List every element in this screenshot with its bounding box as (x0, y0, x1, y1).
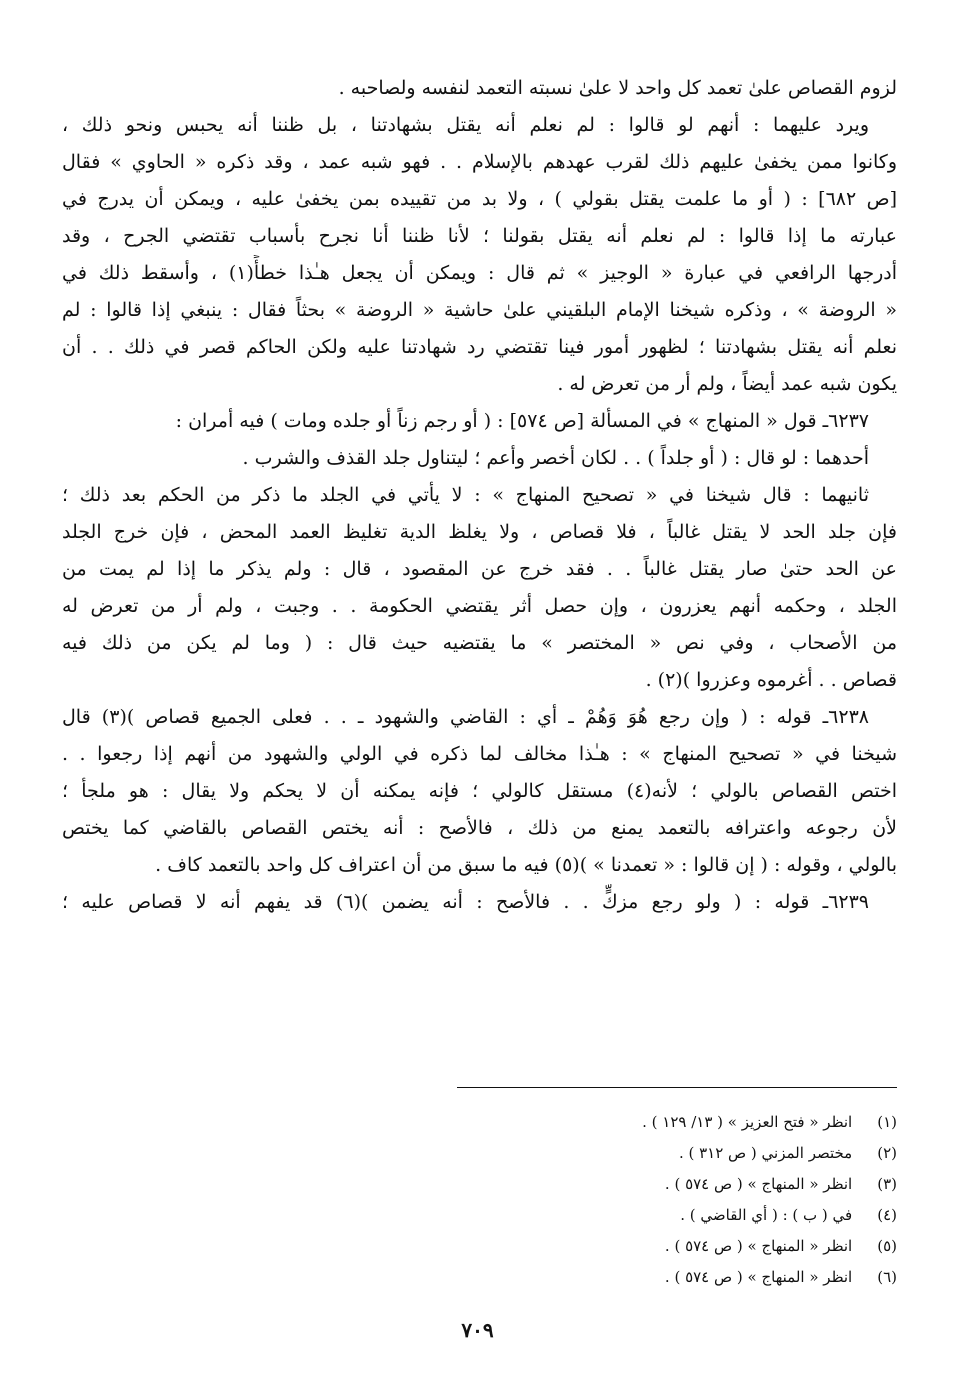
footnote-3 (62, 1169, 897, 1200)
footnote-text: في ( ب ) : ( أي القاضي ) . (680, 1206, 853, 1224)
text-line-17: قصاص . . أغرموه وعزروا )(٢) . (645, 669, 897, 691)
footnote-text: انظر « المنهاج » ( ص ٥٧٤ ) . (664, 1175, 853, 1193)
text-line-18: ٦٢٣٨ـ قوله : ( وإن رجع هُوَ وَهُمْ ـ أي : القاضي والشهود ـ . . فعلى الجميع قصاص )(٣) قال (62, 706, 869, 728)
footnote-1 (62, 1107, 897, 1138)
text-line-20: اختص القصاص بالولي ؛ لأنه(٤) مستقل كالولي ؛ فإنه يمكنه أن لا يحكم ولا يقال : هو ملجأ ؛ (62, 780, 897, 802)
text-line-15: الجلد ، وحكمه أنهم يعزرون ، وإن حصل أثر يقتضي الحكومة . . وجبت ، ولم أر من تعرض له (62, 595, 897, 617)
footnote-number: (٣) (877, 1175, 897, 1193)
footnote-5 (62, 1231, 897, 1262)
footnotes (62, 1107, 897, 1293)
footnote-number: (٢) (877, 1144, 897, 1162)
footnote-text: انظر « المنهاج » ( ص ٥٧٤ ) . (664, 1268, 853, 1286)
footnote-4 (62, 1200, 897, 1231)
text-line-23: ٦٢٣٩ـ قوله : ( ولو رجع مزكٍّ . . فالأصح : أنه يضمن )(٦) قد يفهم أنه لا قصاص عليه ؛ (62, 891, 870, 913)
text-line-19: شيخنا في « تصحيح المنهاج » : هـٰذا مخالف لما ذكره في الولي والشهود من أنهم إذا رجعوا . . (62, 743, 897, 765)
text-line-14: عن الحد حتىٰ صار يقتل غالباً . . فقد خرج عن المقصود ، قال : ولم يذكر ما إذا لم يمت من (62, 558, 897, 580)
footnote-2 (62, 1138, 897, 1169)
text-line-10: ٦٢٣٧ـ قول « المنهاج » في المسألة [ص ٥٧٤] : ( أو رجم زناً أو جلده ومات ) فيه أمران : (175, 410, 869, 432)
text-line-8: نعلم أنه يقتل بشهادتنا ؛ لظهور أمور فينا تقتضي رد شهادتنا عليه ولكن الحاكم قصر في ذلك . . أن (62, 336, 897, 358)
text-line-1: لزوم القصاص علىٰ تعمد كل واحد لا علىٰ نسبته التعمد لنفسه ولصاحبه . (338, 77, 897, 99)
text-line-21: لأن رجوعه واعترافه بالتعمد يمنع من ذلك ، فالأصح : أنه يختص القصاص بالقاضي كما يختص (62, 817, 897, 839)
footnote-number: (١) (877, 1113, 897, 1131)
text-line-16: من الأصحاب ، وفي نص « المختصر » ما يقتضيه حيث قال : ( وما لم يكن من ذلك فيه (62, 632, 897, 654)
text-line-7: « الروضة » ، وذكره شيخنا الإمام البلقيني علىٰ حاشية « الروضة » بحثاً فقال : ينبغي إذا قالوا : لم (62, 299, 897, 321)
text-line-4: [ص ٦٨٢] : ( أو ما علمت يقتل بقولي ) ، ولا بد من تقييده بمن يخفىٰ عليه ، ويمكن أن يدرج في (62, 188, 897, 210)
text-line-2: ويرد عليهما : أنهم لو قالوا : لم نعلم أنه يقتل بشهادتنا ، بل ظننا أنه يحبس ونحو ذلك ، (62, 114, 869, 136)
page-number: ٧٠٩ (461, 1318, 494, 1342)
footnote-number: (٥) (877, 1237, 897, 1255)
footnote-divider (457, 1087, 897, 1088)
main-text (62, 70, 897, 921)
text-line-11: أحدهما : لو قال : ( أو جلداً ) . . لكان أخصر وأعم ؛ ليتناول جلد القذف والشرب . (242, 447, 869, 469)
text-line-3: وكانوا ممن يخفىٰ عليهم ذلك لقرب عهدهم بالإسلام . . فهو شبه عمد ، وقد ذكره « الحاوي » فقال (62, 151, 897, 173)
footnote-text: مختصر المزني ( ص ٣١٢ ) . (678, 1144, 853, 1162)
text-line-6: أدرجها الرافعي في عبارة « الوجيز » ثم قال : ويمكن أن يجعل هـٰذا خطأً(١) ، وأسقط ذلك في (62, 262, 897, 284)
footnote-6 (62, 1262, 897, 1293)
text-line-13: فإن جلد الحد لا يقتل غالباً ، فلا قصاص ، ولا يغلظ الدية تغليظ العمد المحض ، فإن خرج الجلد (62, 521, 897, 543)
footnote-text: انظر « فتح العزيز » ( ١٣/ ١٢٩ ) . (642, 1113, 853, 1131)
footnote-text: انظر « المنهاج » ( ص ٥٧٤ ) . (664, 1237, 853, 1255)
text-line-12: ثانيهما : قال شيخنا في « تصحيح المنهاج » : لا يأتي في الجلد ما ذكر من الحكم بعد ذلك ؛ (62, 484, 869, 506)
footnote-number: (٦) (877, 1268, 897, 1286)
text-line-22: بالولي ، وقوله : ( إن قالوا : « تعمدنا » )(٥) فيه ما سبق من أن اعتراف كل واحد بالتعمد كاف . (155, 854, 897, 876)
footnote-number: (٤) (877, 1206, 897, 1224)
text-line-5: عبارته ما إذا قالوا : لم نعلم أنه يقتل بقولنا ؛ لأنا ظننا أنا نجرح بأسباب تقتضي الجرح ، وقد (62, 225, 897, 247)
text-line-9: يكون شبه عمد أيضاً ، ولم أر من تعرض له . (557, 373, 897, 395)
